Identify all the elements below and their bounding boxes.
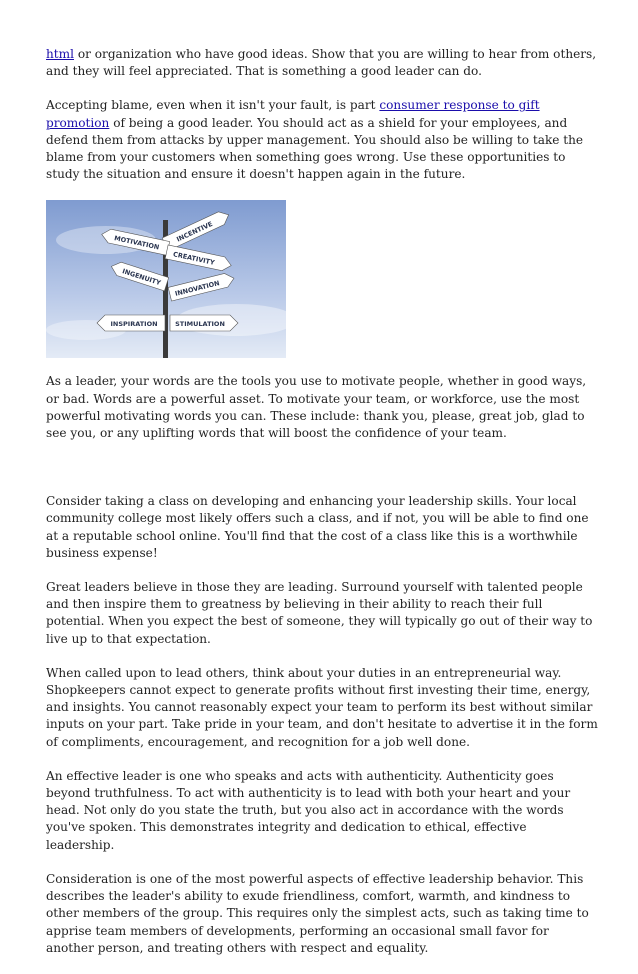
paragraph-5: Great leaders believe in those they are leading. Surround yourself with talented people and then inspire them to greatness by believing in their ability to reach their full potential. When you expect the best of someone, they will typically go out of their way to live up to that expectation. xyxy=(46,580,593,646)
paragraph-7: An effective leader is one who speaks and acts with authenticity. Authenticity goes beyond truthfulness. To act with authenticity is to lead with both your heart and your head. Not only do you state the truth, but you also act in accordance with the words you've spoken. This demonstrates integrity and dedication to ethical, effective leadership. xyxy=(46,768,571,852)
sign-motivation-label: MOTIVATION xyxy=(113,234,160,252)
paragraph-3: As a leader, your words are the tools you use to motivate people, whether in good ways, or bad. Words are a powerful asset. To motivate your team, or workforce, use the most powerful motivating words you can. These include: thank you, please, great job, glad to see you, or any uplifting words that will boost the confidence of your team. xyxy=(46,374,587,441)
paragraph-2 xyxy=(46,97,598,183)
paragraph-6: When called upon to lead others, think about your duties in an entrepreneurial way. Shopkeepers cannot expect to generate profits without first investing their time, energy, and insights. You cannot reasonably expect your team to perform its best without similar inputs on your part. Take pride in your team, and don't hesitate to advertise it in the form of compliments, encouragement, and recognition for a job well done. xyxy=(46,665,598,749)
blank-spacer xyxy=(46,459,598,493)
sign-stimulation xyxy=(170,315,238,331)
paragraph-1 xyxy=(46,46,598,80)
signpost-image xyxy=(46,200,286,358)
paragraph-2-before: Accepting blame, even when it isn't your fault, is part xyxy=(46,98,380,113)
sign-incentive-label: INCENTIVE xyxy=(175,220,214,245)
paragraph-2-after: of being a good leader. You should act as a shield for your employees, and defend them from attacks by upper management. You should also be willing to take the blame from your customers when something goes wrong. Use these opportunities to study the situation and ensure it doesn't happen again in the future. xyxy=(46,115,584,182)
sign-inspiration-label: INSPIRATION xyxy=(110,320,158,329)
document-page xyxy=(46,46,598,974)
consumer-response-link[interactable]: consumer response to gift promotion xyxy=(46,98,540,130)
paragraph-4: Consider taking a class on developing and enhancing your leadership skills. Your local community college most likely offers such a class, and if not, you will be able to find one at a reputable school online. You'll find that the cost of a class like this is a worthwhile business expense! xyxy=(46,494,589,560)
sign-innovation-label: INNOVATION xyxy=(174,279,221,299)
html-link[interactable]: html xyxy=(46,47,74,61)
sign-inspiration xyxy=(97,315,165,331)
paragraph-8: Consideration is one of the most powerful aspects of effective leadership behavior. This describes the leader's ability to exude friendliness, comfort, warmth, and kindness to other members of the group. This requires only the simplest acts, such as taking time to apprise team members of developments, performing an occasional small favor for another person, and treating others with respect and equality. xyxy=(46,871,589,955)
sign-creativity-label: CREATIVITY xyxy=(172,250,216,268)
sign-ingenuity-label: INGENUITY xyxy=(121,267,162,288)
sign-stimulation-label: STIMULATION xyxy=(175,320,225,329)
paragraph-1-text: or organization who have good ideas. Show that you are willing to hear from others, and they will feel appreciated. That is something a good leader can do. xyxy=(46,47,597,79)
